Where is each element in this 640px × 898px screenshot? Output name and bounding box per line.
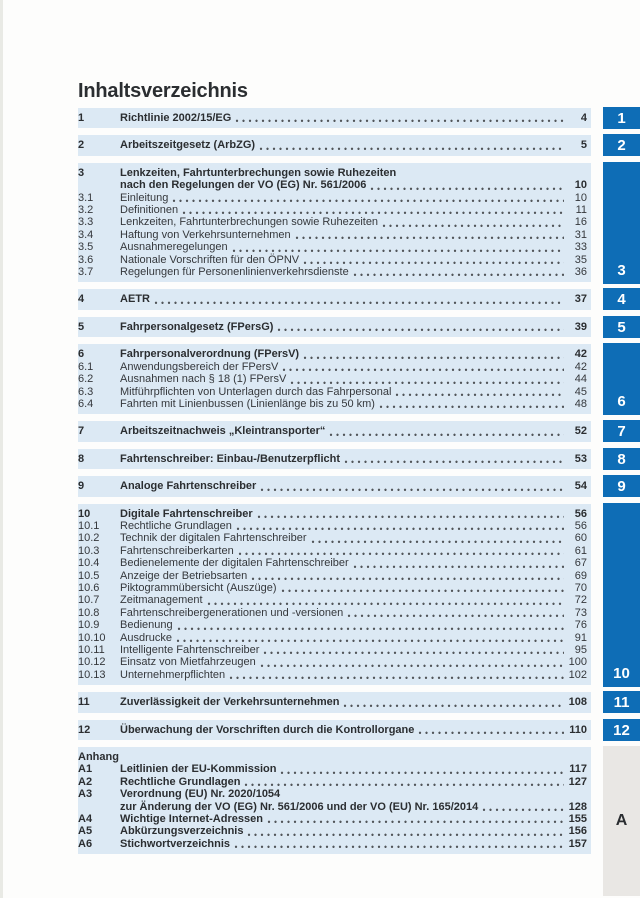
entry-title: AETR xyxy=(120,293,150,306)
dot-leader xyxy=(258,139,564,151)
chapter-tab-label: 6 xyxy=(617,393,626,410)
entry-number: 10 xyxy=(78,507,91,520)
entry-title: Rechtliche Grundlagen xyxy=(120,775,241,788)
toc-group xyxy=(78,289,591,309)
dot-leader xyxy=(246,825,564,837)
entry-number: 10.6 xyxy=(78,581,100,594)
chapter-tab-1 xyxy=(603,107,640,129)
toc-entry-10-7 xyxy=(78,594,587,606)
chapter-tab-6 xyxy=(603,343,640,415)
entry-number: 10.5 xyxy=(78,569,100,582)
entry-title: Wichtige Internet-Adressen xyxy=(120,813,263,826)
entry-title: Anzeige der Betriebsarten xyxy=(120,569,248,582)
chapter-tab-label: 10 xyxy=(613,665,630,682)
entry-page-number: 36 xyxy=(574,266,587,279)
toc-group xyxy=(78,317,591,337)
entry-number: 8 xyxy=(78,452,85,465)
entry-page-number: 52 xyxy=(574,425,587,438)
chapter-tab-9 xyxy=(603,475,640,497)
entry-number: 3.4 xyxy=(78,228,94,241)
entry-number: 10.2 xyxy=(78,532,100,545)
dot-leader xyxy=(346,607,564,619)
chapter-tab-label: 4 xyxy=(617,290,626,308)
chapter-tab-label: 2 xyxy=(617,136,626,154)
toc-entry-10-9 xyxy=(78,619,587,631)
entry-page-number: 69 xyxy=(574,569,587,582)
entry-title: Arbeitszeitgesetz (ArbZG) xyxy=(120,139,256,152)
dot-leader xyxy=(228,669,564,681)
toc-entry-11 xyxy=(78,696,587,708)
dot-leader xyxy=(231,241,564,253)
entry-title: Richtlinie 2002/15/EG xyxy=(120,112,232,124)
entry-title: zur Änderung der VO (EG) Nr. 561/2006 und der VO (EU) Nr. 165/2014 xyxy=(120,800,479,813)
entry-number: 10.8 xyxy=(78,606,100,619)
entry-page-number: 48 xyxy=(574,397,587,410)
entry-number: 9 xyxy=(78,480,85,493)
dot-leader xyxy=(342,696,564,708)
chapter-tab-label: 9 xyxy=(617,477,626,495)
entry-title: Überwachung der Vorschriften durch die Kontrollorgane xyxy=(120,723,415,736)
scan-edge-artifact xyxy=(0,0,3,898)
entry-title: Fahrpersonalverordnung (FPersV) xyxy=(120,348,300,361)
dot-leader xyxy=(262,644,564,656)
chapter-tab-a xyxy=(603,746,640,896)
entry-title: Regelungen für Personenlinienverkehrsdienste xyxy=(120,266,349,279)
dot-leader xyxy=(266,813,564,825)
entry-page-number: 44 xyxy=(574,373,587,386)
dot-leader xyxy=(369,179,564,191)
entry-title: Analoge Fahrtenschreiber xyxy=(120,480,257,493)
entry-number: 3.7 xyxy=(78,266,94,279)
entry-number: A1 xyxy=(78,763,93,776)
entry-number: 3.2 xyxy=(78,204,94,217)
dot-leader xyxy=(280,582,564,594)
toc-entry-6-1 xyxy=(78,361,587,373)
entry-title: Nationale Vorschriften für den ÖPNV xyxy=(120,253,300,266)
toc-entry-3-3 xyxy=(78,216,587,228)
entry-page-number: 127 xyxy=(568,775,587,788)
dot-leader xyxy=(343,453,564,465)
entry-number: 6.3 xyxy=(78,385,94,398)
entry-number: 11 xyxy=(78,696,90,709)
chapter-tab-label: 1 xyxy=(617,109,626,127)
entry-page-number: 60 xyxy=(574,532,587,545)
entry-title: Ausnahmeregelungen xyxy=(120,241,228,254)
dot-leader xyxy=(352,266,564,278)
dot-leader xyxy=(394,386,564,398)
dot-leader xyxy=(181,204,564,216)
entry-title: Leitlinien der EU-Kommission xyxy=(120,763,277,776)
toc-entry-10-3 xyxy=(78,545,587,557)
toc-entry-a4 xyxy=(78,813,587,825)
entry-title: Ausnahmen nach § 18 (1) FPersV xyxy=(120,373,287,386)
entry-page-number: 157 xyxy=(568,837,587,850)
dot-leader xyxy=(259,480,564,492)
toc-entry-10-13 xyxy=(78,669,587,681)
toc-group xyxy=(78,421,591,441)
entry-title: Verordnung (EU) Nr. 2020/1054 xyxy=(120,788,281,801)
toc-group xyxy=(78,720,591,740)
chapter-tab-11 xyxy=(603,691,640,713)
dot-leader xyxy=(481,801,564,813)
entry-page-number: 33 xyxy=(574,241,587,254)
entry-page-number: 39 xyxy=(574,320,587,333)
chapter-tab-label: 11 xyxy=(613,693,630,711)
entry-title: Zuverlässigkeit der Verkehrsunternehmen xyxy=(120,696,340,709)
entry-number: 3.5 xyxy=(78,241,94,254)
entry-title: Technik der digitalen Fahrtenschreiber xyxy=(120,532,307,545)
entry-title: Arbeitszeitnachweis „Kleintransporter“ xyxy=(120,425,326,438)
entry-page-number: 56 xyxy=(574,507,587,520)
toc-group xyxy=(78,747,591,854)
dot-leader xyxy=(234,112,564,124)
toc-entry-7 xyxy=(78,425,587,437)
toc-entry-8 xyxy=(78,453,587,465)
toc-list xyxy=(78,108,591,861)
chapter-tab-label: 7 xyxy=(617,422,626,440)
toc-group xyxy=(78,163,591,283)
dot-leader xyxy=(237,545,564,557)
toc-entry-a3-line1 xyxy=(78,788,587,800)
entry-number: 7 xyxy=(78,425,85,438)
entry-title: Fahrpersonalgesetz (FPersG) xyxy=(120,320,274,333)
entry-title: Definitionen xyxy=(120,204,179,217)
toc-group xyxy=(78,344,591,414)
dot-leader xyxy=(233,838,564,850)
entry-page-number: 10 xyxy=(574,179,587,192)
chapter-tab-label: A xyxy=(615,812,628,829)
entry-page-number: 110 xyxy=(569,723,587,736)
entry-page-number: 56 xyxy=(574,519,587,532)
entry-page-number: 156 xyxy=(568,825,587,838)
entry-title: Piktogrammübersicht (Auszüge) xyxy=(120,581,277,594)
chapter-tab-label: 8 xyxy=(617,450,626,468)
toc-entry-3-7 xyxy=(78,266,587,278)
entry-number: 2 xyxy=(78,139,85,152)
entry-number: 10.3 xyxy=(78,544,100,557)
entry-number: 10.7 xyxy=(78,594,100,607)
toc-entry-4 xyxy=(78,293,587,305)
toc-entry-5 xyxy=(78,321,587,333)
dot-leader xyxy=(310,532,565,544)
entry-page-number: 11 xyxy=(575,204,587,217)
toc-entry-6-4 xyxy=(78,398,587,410)
toc-entry-a5 xyxy=(78,825,587,837)
toc-entry-10-8 xyxy=(78,607,587,619)
entry-number: 6.2 xyxy=(78,373,94,386)
dot-leader xyxy=(417,724,564,736)
entry-number: 10.4 xyxy=(78,557,100,570)
entry-number: 4 xyxy=(78,293,85,306)
entry-title: Mitführpflichten von Unterlagen durch das Fahrpersonal xyxy=(120,385,392,398)
toc-entry-a1 xyxy=(78,763,587,775)
toc-entry-3-line1 xyxy=(78,167,587,179)
dot-leader xyxy=(281,361,564,373)
toc-entry-3-2 xyxy=(78,204,587,216)
entry-page-number: 102 xyxy=(568,668,587,681)
entry-number: 10.12 xyxy=(78,656,106,669)
entry-number: 10.13 xyxy=(78,668,106,681)
entry-page-number: 45 xyxy=(574,385,587,398)
entry-number: 10.11 xyxy=(78,644,105,656)
dot-leader xyxy=(302,348,564,360)
entry-page-number: 4 xyxy=(580,112,587,124)
toc-group xyxy=(78,108,591,128)
entry-page-number: 42 xyxy=(574,348,587,361)
toc-entry-3-5 xyxy=(78,241,587,253)
chapter-tab-2 xyxy=(603,134,640,156)
toc-entry-10-5 xyxy=(78,570,587,582)
toc-entry-10-11 xyxy=(78,644,587,656)
toc-entry-2 xyxy=(78,139,587,151)
entry-number: 3.6 xyxy=(78,253,94,266)
entry-title: Haftung von Verkehrsunternehmen xyxy=(120,228,291,241)
dot-leader xyxy=(171,192,564,204)
toc-group xyxy=(78,135,591,155)
entry-number: 1 xyxy=(78,112,85,124)
chapter-tab-3 xyxy=(603,162,640,284)
dot-leader xyxy=(259,656,564,668)
dot-leader xyxy=(176,619,564,631)
entry-page-number: 5 xyxy=(580,139,587,152)
entry-page-number: 95 xyxy=(574,644,587,656)
entry-title: Stichwortverzeichnis xyxy=(120,837,231,850)
toc-entry-3-4 xyxy=(78,229,587,241)
toc-entry-6 xyxy=(78,348,587,360)
toc-entry-10-12 xyxy=(78,656,587,668)
dot-leader xyxy=(243,776,564,788)
toc-entry-9 xyxy=(78,480,587,492)
dot-leader xyxy=(206,594,564,606)
entry-number: A5 xyxy=(78,825,93,838)
toc-entry-6-3 xyxy=(78,386,587,398)
page-title: Inhaltsverzeichnis xyxy=(78,80,248,102)
dot-leader xyxy=(235,520,564,532)
entry-number: 10.9 xyxy=(78,619,100,632)
entry-number: 3.3 xyxy=(78,216,94,229)
entry-number: A6 xyxy=(78,837,93,850)
entry-title: Digitale Fahrtenschreiber xyxy=(120,507,253,520)
entry-number: 5 xyxy=(78,320,85,333)
entry-page-number: 117 xyxy=(569,763,587,776)
chapter-tab-label: 12 xyxy=(613,721,630,739)
entry-page-number: 70 xyxy=(574,581,587,594)
entry-number: 3.1 xyxy=(78,191,94,204)
entry-page-number: 67 xyxy=(574,557,587,570)
dot-leader xyxy=(289,373,564,385)
entry-number: A4 xyxy=(78,813,93,826)
entry-title: Bedienelemente der digitalen Fahrtenschreiber xyxy=(120,557,349,570)
entry-title: Einsatz von Mietfahrzeugen xyxy=(120,656,256,669)
entry-number: A2 xyxy=(78,775,93,788)
toc-entry-10-2 xyxy=(78,532,587,544)
entry-page-number: 155 xyxy=(568,813,587,826)
dot-leader xyxy=(256,508,564,520)
dot-leader xyxy=(294,229,564,241)
toc-entry-anhang xyxy=(78,751,587,763)
dot-leader xyxy=(175,632,564,644)
entry-page-number: 16 xyxy=(574,216,587,229)
entry-page-number: 100 xyxy=(568,656,587,669)
dot-leader xyxy=(378,398,564,410)
entry-page-number: 31 xyxy=(574,228,587,241)
dot-leader xyxy=(302,254,564,266)
entry-title: Fahrten mit Linienbussen (Linienlänge bis zu 50 km) xyxy=(120,397,375,410)
toc-group xyxy=(78,449,591,469)
entry-title: Anwendungsbereich der FPersV xyxy=(120,360,279,373)
entry-page-number: 35 xyxy=(574,253,587,266)
toc-entry-3-6 xyxy=(78,254,587,266)
toc-group xyxy=(78,476,591,496)
dot-leader xyxy=(153,293,564,305)
chapter-tab-10 xyxy=(603,503,640,687)
chapter-tab-8 xyxy=(603,448,640,470)
entry-number: 3 xyxy=(78,166,85,179)
dot-leader xyxy=(328,425,564,437)
entry-title: Fahrtenschreibergenerationen und -versionen xyxy=(120,606,344,619)
toc-entry-10 xyxy=(78,508,587,520)
dot-leader xyxy=(279,763,564,775)
entry-page-number: 73 xyxy=(574,606,587,619)
entry-title: Unternehmerpflichten xyxy=(120,668,226,681)
entry-page-number: 72 xyxy=(574,594,587,607)
entry-page-number: 128 xyxy=(568,800,587,813)
chapter-tab-4 xyxy=(603,288,640,310)
entry-number: 10.10 xyxy=(78,631,106,644)
entry-title: Bedienung xyxy=(120,619,173,632)
toc-entry-a6 xyxy=(78,838,587,850)
entry-page-number: 61 xyxy=(574,544,587,557)
chapter-tab-7 xyxy=(603,420,640,442)
toc-entry-a2 xyxy=(78,776,587,788)
chapter-tab-label: 5 xyxy=(617,318,626,336)
entry-title: Lenkzeiten, Fahrtunterbrechungen sowie Ruhezeiten xyxy=(120,216,379,229)
dot-leader xyxy=(352,557,564,569)
toc-entry-10-1 xyxy=(78,520,587,532)
entry-page-number: 91 xyxy=(574,631,587,644)
entry-number: 10.1 xyxy=(78,519,100,532)
entry-title: Zeitmanagement xyxy=(120,594,203,607)
chapter-tab-label: 3 xyxy=(617,262,626,279)
entry-number: Anhang xyxy=(78,751,119,764)
entry-page-number: 10 xyxy=(574,191,587,204)
toc-entry-10-4 xyxy=(78,557,587,569)
dot-leader xyxy=(381,216,564,228)
entry-title: Abkürzungsverzeichnis xyxy=(120,825,244,838)
entry-title: Rechtliche Grundlagen xyxy=(120,519,232,532)
entry-title: Fahrtenschreiber: Einbau-/Benutzerpflicht xyxy=(120,452,341,465)
entry-number: 12 xyxy=(78,723,91,736)
dot-leader xyxy=(250,570,564,582)
entry-page-number: 53 xyxy=(574,452,587,465)
entry-title: Fahrtenschreiberkarten xyxy=(120,544,234,557)
entry-page-number: 76 xyxy=(574,619,587,632)
chapter-tab-rail xyxy=(603,0,640,898)
entry-title: Lenkzeiten, Fahrtunterbrechungen sowie Ruhezeiten xyxy=(120,166,397,179)
toc-entry-10-6 xyxy=(78,582,587,594)
toc-entry-12 xyxy=(78,724,587,736)
entry-page-number: 54 xyxy=(574,480,587,493)
toc-entry-a3-line2 xyxy=(78,801,587,813)
entry-title: Ausdrucke xyxy=(120,631,172,644)
toc-group xyxy=(78,504,591,686)
entry-title: Intelligente Fahrtenschreiber xyxy=(120,644,260,656)
entry-page-number: 37 xyxy=(574,293,587,306)
entry-number: 6.1 xyxy=(78,360,94,373)
entry-page-number: 42 xyxy=(574,360,587,373)
toc-group xyxy=(78,692,591,712)
entry-title: Einleitung xyxy=(120,191,169,204)
entry-number: A3 xyxy=(78,788,93,801)
toc-entry-1 xyxy=(78,112,587,124)
chapter-tab-5 xyxy=(603,316,640,338)
entry-number: 6 xyxy=(78,348,85,361)
toc-entry-3-line2 xyxy=(78,179,587,191)
toc-entry-10-10 xyxy=(78,632,587,644)
entry-number: 6.4 xyxy=(78,397,94,410)
chapter-tab-12 xyxy=(603,719,640,741)
dot-leader xyxy=(276,321,564,333)
toc-entry-6-2 xyxy=(78,373,587,385)
entry-title: nach den Regelungen der VO (EG) Nr. 561/2006 xyxy=(120,179,367,192)
toc-entry-3-1 xyxy=(78,192,587,204)
entry-page-number: 108 xyxy=(568,696,587,709)
